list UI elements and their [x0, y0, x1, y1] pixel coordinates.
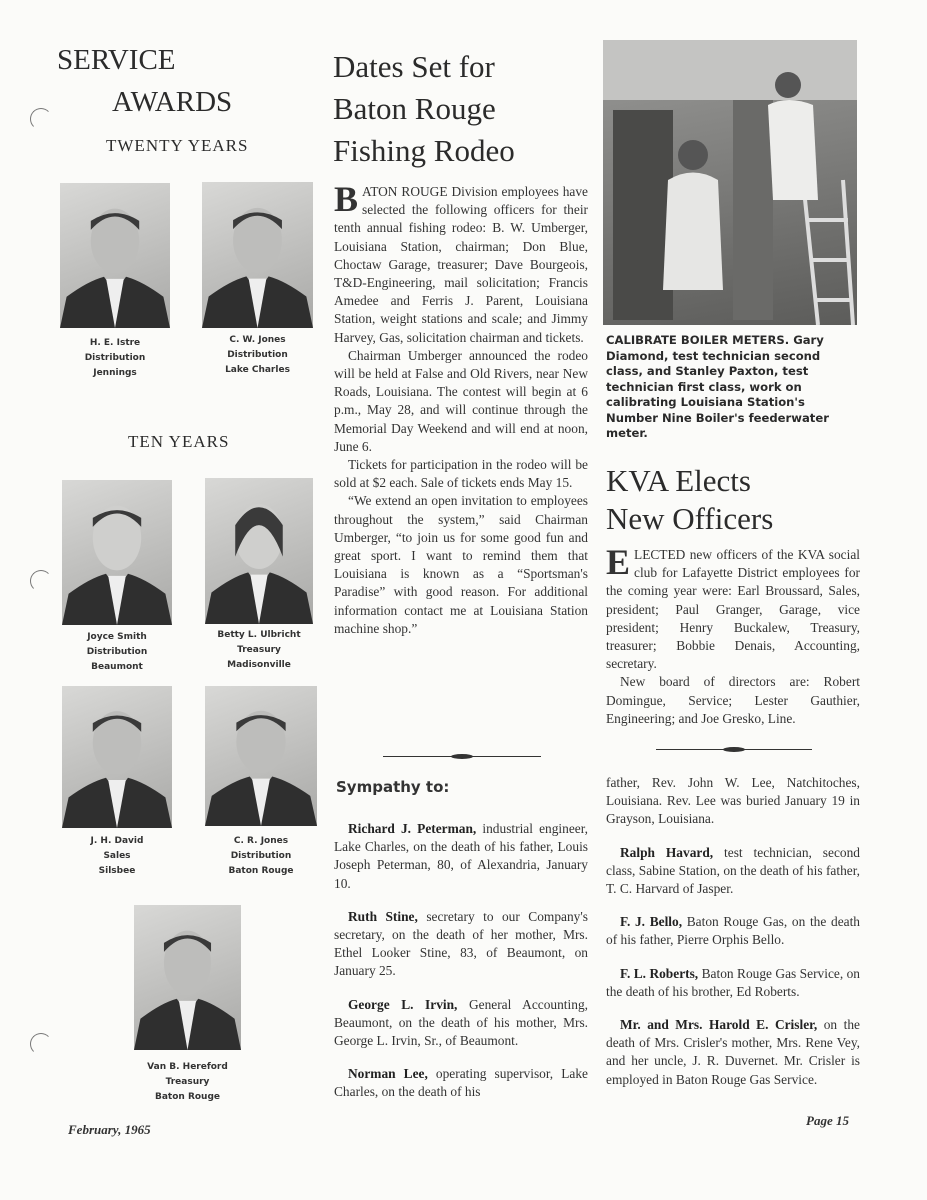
entry-text: secretary to our Company's secretary, on the death of her mother, Mrs. Ethel Looker Stine, 83, of Beaumont, on January 25. — [334, 908, 588, 979]
award-dept: Distribution — [230, 851, 292, 861]
kva-headline — [606, 462, 773, 538]
entry-name: F. L. Roberts, — [620, 965, 699, 981]
award-caption — [205, 628, 313, 673]
award-name: H. E. Istre — [89, 338, 141, 348]
photo-caption — [606, 333, 860, 442]
paragraph: LECTED new officers of the KVA social club for Lafayette District employees for the coming year were: Earl Broussard, Sales, president; Paul Granger, Garage, vice president; Henry Buckalew, Treasury, treasurer; Bobbie Denais, Accounting, secretary. — [606, 547, 860, 672]
award-caption — [62, 630, 172, 675]
paragraph: Chairman Umberger announced the rodeo will be held at False and Old Rivers, near New Roads, Louisiana. The contest will begin at 6 p.m., May 28, and will continue through the Memorial Day Weekend and will end at noon, June 6. — [334, 347, 588, 454]
award-caption — [120, 1060, 255, 1105]
page-number: Page 15 — [806, 1113, 849, 1128]
sympathy-entry — [606, 913, 860, 949]
rodeo-headline — [333, 46, 515, 172]
ten-years-heading: TEN YEARS — [128, 432, 230, 451]
portrait-photo — [134, 905, 241, 1050]
entry-text: Baton Rouge Gas, on the death of his father, Pierre Orphis Bello. — [606, 914, 860, 948]
portrait-photo — [62, 480, 172, 625]
binder-hole — [30, 570, 52, 592]
entry-name: George L. Irvin, — [348, 996, 458, 1012]
award-name: J. H. David — [90, 836, 144, 846]
award-location: Baton Rouge — [228, 866, 294, 876]
drop-cap: E — [606, 542, 631, 582]
rodeo-article-body — [334, 179, 588, 638]
award-caption — [205, 834, 317, 879]
section-divider — [656, 749, 812, 750]
entry-name: Norman Lee, — [348, 1066, 428, 1082]
entry-text: on the death of Mrs. Crisler's mother, Mrs. Rene Vey, and her uncle, J. R. Duvernet. Mr. Crisler is employed in Baton Rouge Gas Service. — [606, 1017, 860, 1087]
entry-text: General Accounting, Beaumont, on the death of his mother, Mrs. George L. Irvin, Sr., of Beaumont. — [334, 996, 588, 1049]
sympathy-list-left — [334, 820, 588, 1117]
sympathy-entry — [606, 965, 860, 1001]
paragraph: ATON ROUGE Division employees have selected the following officers for their tenth annual fishing rodeo: B. W. Umberger, Louisiana Station, chairman; Don Blue, Choctaw Garage, treasurer; Dave Bourgeois, T&D-Engineering, mail solicitation; Francis Amedee and Ferris J. Parent, Louisiana Station, weight stations and scale; and Jimmy Harvey, Gas, solicitation chairman and tickets. — [334, 184, 588, 345]
sympathy-entry — [606, 844, 860, 899]
service-awards-title-2: AWARDS — [112, 86, 233, 118]
sympathy-list-right — [606, 774, 860, 1104]
award-caption — [202, 333, 313, 378]
sympathy-entry — [334, 996, 588, 1051]
award-name: C. R. Jones — [233, 836, 289, 846]
entry-text: Baton Rouge Gas Service, on the death of his brother, Ed Roberts. — [606, 965, 860, 999]
rodeo-headline-line: Baton Rouge — [333, 91, 496, 126]
boiler-meter-photo — [603, 40, 857, 325]
entry-name: Ruth Stine, — [348, 908, 418, 924]
award-caption — [62, 834, 172, 879]
award-dept: Distribution — [84, 353, 146, 363]
award-name: Betty L. Ulbricht — [217, 630, 301, 640]
award-caption — [60, 336, 170, 381]
rodeo-headline-line: Fishing Rodeo — [333, 133, 515, 168]
award-name: C. W. Jones — [229, 335, 286, 345]
award-name: Van B. Hereford — [147, 1062, 228, 1072]
sympathy-heading: Sympathy to: — [336, 778, 450, 796]
photo-caption-lead: CALIBRATE BOILER METERS. — [606, 333, 790, 347]
issue-date: February, 1965 — [68, 1122, 151, 1137]
portrait-photo — [205, 478, 313, 624]
twenty-years-heading: TWENTY YEARS — [106, 136, 249, 155]
entry-text: industrial engineer, Lake Charles, on the death of his father, Louis Joseph Peterman, 80, of Alexandria, January 10. — [334, 821, 588, 891]
entry-text: test technician, second class, Sabine Station, on the death of his father, T. C. Harvard of Jasper. — [606, 844, 860, 897]
award-location: Baton Rouge — [154, 1092, 221, 1102]
award-location: Beaumont — [91, 662, 143, 672]
award-location: Silsbee — [98, 866, 136, 876]
kva-article-body — [606, 542, 860, 728]
award-dept: Treasury — [165, 1077, 210, 1087]
kva-headline-line: New Officers — [606, 501, 774, 536]
sympathy-entry — [334, 1065, 588, 1101]
entry-name: Richard J. Peterman, — [348, 821, 477, 836]
portrait-photo — [202, 182, 313, 328]
entry-name: F. J. Bello, — [620, 914, 683, 930]
entry-name: Mr. and Mrs. Harold E. Crisler, — [620, 1017, 818, 1033]
paragraph: Tickets for participation in the rodeo will be sold at $2 each. Sale of tickets ends May 15. — [334, 457, 588, 491]
binder-hole — [30, 1033, 52, 1055]
paragraph: “We extend an open invitation to employees throughout the system,” said Chairman Umberger, “to join us for some good fun and great sport. I want to remind them that Louisiana is known as a “Sportsman's Paradise” with good reason. For additional information contact me at Louisiana Station machine shop.” — [334, 493, 588, 636]
section-divider — [383, 756, 541, 757]
portrait-photo — [205, 686, 317, 826]
sympathy-entry — [606, 1016, 860, 1089]
award-location: Lake Charles — [225, 365, 290, 375]
portrait-photo — [60, 183, 170, 328]
sympathy-entry: father, Rev. John W. Lee, Natchitoches, Louisiana. Rev. Lee was buried January 19 in Grayson, Louisiana. — [606, 775, 860, 827]
sympathy-entry — [334, 908, 588, 981]
rodeo-headline-line: Dates Set for — [333, 49, 495, 84]
entry-text: operating supervisor, Lake Charles, on the death of his — [334, 1066, 588, 1100]
service-awards-title-1: SERVICE — [57, 44, 176, 76]
portrait-photo — [62, 686, 172, 828]
award-location: Jennings — [93, 368, 137, 378]
award-name: Joyce Smith — [87, 632, 147, 642]
photo-caption-text: Gary Diamond, test technician second class, and Stanley Paxton, test technician first class, work on calibrating Louisiana Station's Number Nine Boiler's feederwater meter. — [606, 333, 829, 440]
kva-headline-line: KVA Elects — [606, 463, 751, 498]
award-dept: Sales — [103, 851, 131, 861]
drop-cap: B — [334, 179, 359, 219]
binder-hole — [30, 108, 52, 130]
award-location: Madisonville — [227, 660, 291, 670]
award-dept: Treasury — [237, 645, 281, 655]
entry-name: Ralph Havard, — [620, 844, 714, 860]
sympathy-entry — [334, 820, 588, 893]
award-dept: Distribution — [86, 647, 148, 657]
award-dept: Distribution — [227, 350, 288, 360]
paragraph: New board of directors are: Robert Domingue, Service; Lester Gauthier, Engineering; and Joe Gresko, Line. — [606, 674, 860, 726]
